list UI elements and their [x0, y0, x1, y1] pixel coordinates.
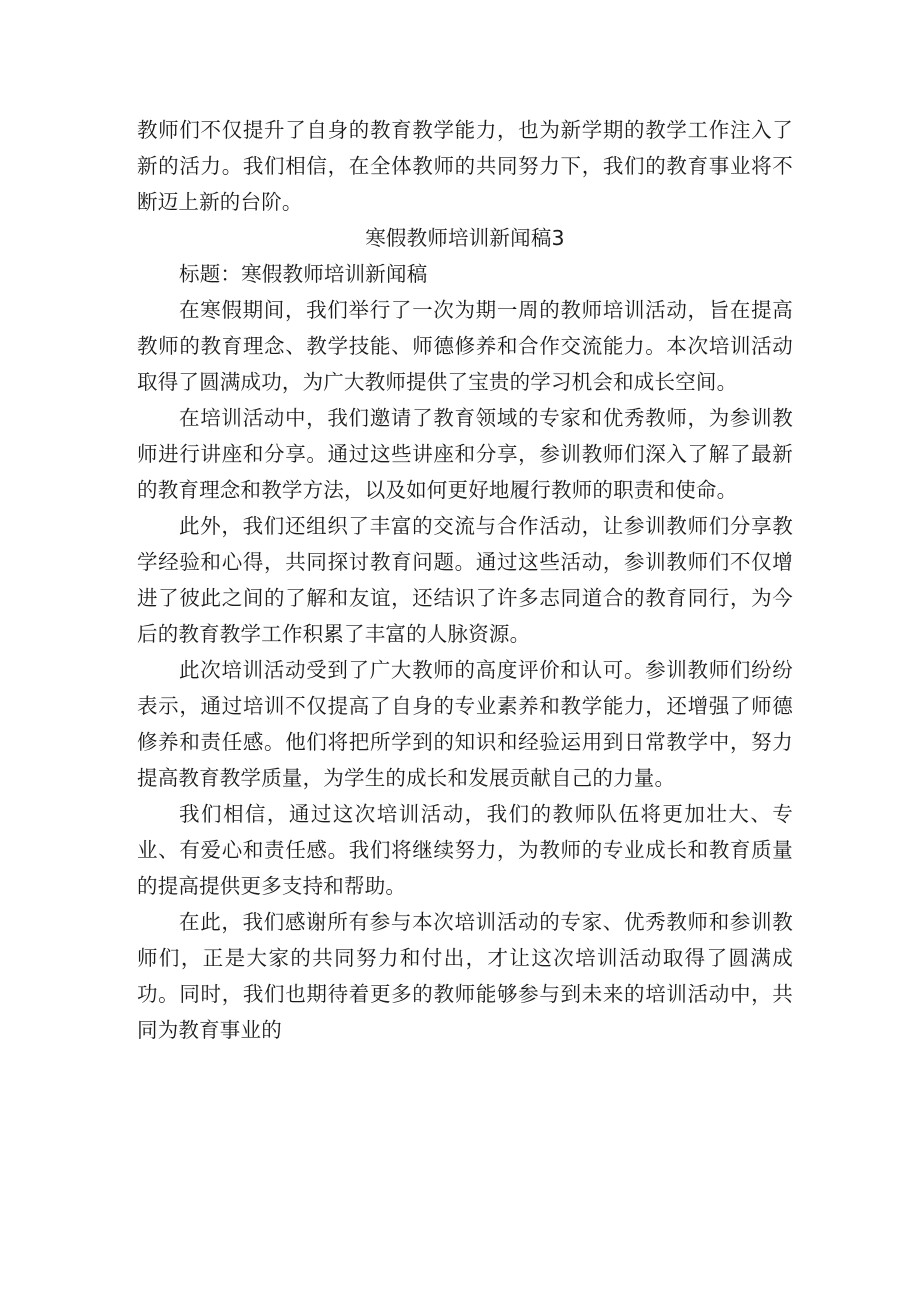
- intro-paragraph: 教师们不仅提升了自身的教育教学能力，也为新学期的教学工作注入了新的活力。我们相信，在全体教师的共同努力下，我们的教育事业将不断迈上新的台阶。: [137, 118, 793, 214]
- paragraph-1: 在寒假期间，我们举行了一次为期一周的教师培训活动，旨在提高教师的教育理念、教学技能、师德修养和合作交流能力。本次培训活动取得了圆满成功，为广大教师提供了宝贵的学习机会和成长空间。: [137, 298, 793, 394]
- subtitle-line: 标题：寒假教师培训新闻稿: [179, 262, 428, 286]
- paragraph-5: 我们相信，通过这次培训活动，我们的教师队伍将更加壮大、专业、有爱心和责任感。我们将继续努力，为教师的专业成长和教育质量的提高提供更多支持和帮助。: [137, 802, 793, 898]
- document-body: [137, 112, 793, 1048]
- section-heading: 寒假教师培训新闻稿3: [365, 226, 565, 250]
- paragraph-2: 在培训活动中，我们邀请了教育领域的专家和优秀教师，为参训教师进行讲座和分享。通过这些讲座和分享，参训教师们深入了解了最新的教育理念和教学方法，以及如何更好地履行教师的职责和使命。: [137, 406, 793, 502]
- paragraph-6: 在此，我们感谢所有参与本次培训活动的专家、优秀教师和参训教师们，正是大家的共同努力和付出，才让这次培训活动取得了圆满成功。同时，我们也期待着更多的教师能够参与到未来的培训活动中，共同为教育事业的: [137, 910, 793, 1042]
- paragraph-4: 此次培训活动受到了广大教师的高度评价和认可。参训教师们纷纷表示，通过培训不仅提高了自身的专业素养和教学能力，还增强了师德修养和责任感。他们将把所学到的知识和经验运用到日常教学中，努力提高教育教学质量，为学生的成长和发展贡献自己的力量。: [137, 658, 793, 790]
- paragraph-3: 此外，我们还组织了丰富的交流与合作活动，让参训教师们分享教学经验和心得，共同探讨教育问题。通过这些活动，参训教师们不仅增进了彼此之间的了解和友谊，还结识了许多志同道合的教育同行，为今后的教育教学工作积累了丰富的人脉资源。: [137, 514, 793, 646]
